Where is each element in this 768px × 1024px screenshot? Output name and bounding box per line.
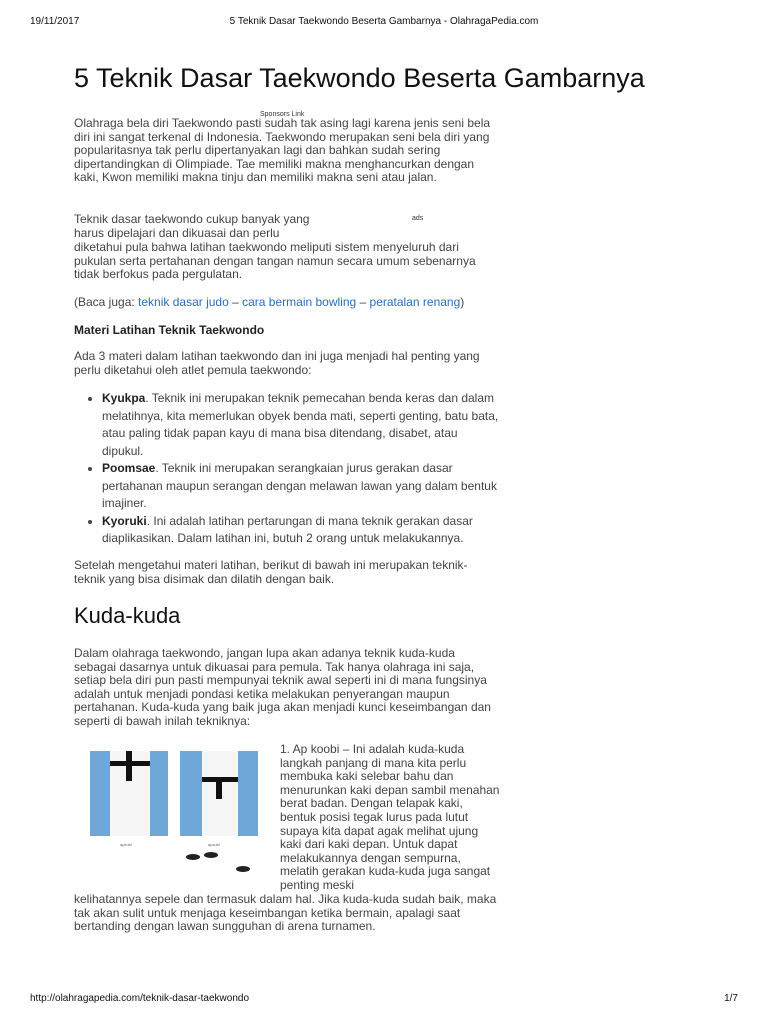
footprint-icon [204,852,218,858]
para2-line1: Teknik dasar taekwondo cukup banyak yang [74,212,310,226]
intro-paragraph: Olahraga bela diri Taekwondo pasti sudah tak asing lagi karena jenis seni bela diri ini sangat terkenal di Indonesia. Taekwondo merupakan seni bela diri yang popularitasnya tak perlu dipertanyakan lagi dan bahkan sudah sering dipertandingkan di Olimpiade. Tae memiliki makna menghancurkan dengan kaki, Kwon memiliki makna tinju dan memiliki makna seni atau jalan. [74,116,491,185]
materi-list [74,390,502,548]
ads-label: ads [412,215,424,222]
kuda-kuda-paragraph: Dalam olahraga taekwondo, jangan lupa akan adanya teknik kuda-kuda sebagai dasarnya untuk dikuasai para pemula. Tak hanya olahraga ini saja, setiap bela diri pun pasti mempunyai teknik awal seperti ini di mana fungsinya adalah untuk menjadi pondasi ketika melakukan penyerangan maupun pertahanan. Kuda-kuda yang baik juga akan menjadi kunci keseimbangan dan seperti di bawah inilah tekniknya: [74,646,491,728]
list-item: • Kyukpa. Teknik ini merupakan teknik pemecahan benda keras dan dalam melatihnya, kita memerlukan obyek benda mati, seperti genting, batu bata, atau paling tidak papan kayu di mana bisa ditendang, disabet, atau dipukul. [102,390,502,460]
print-date: 19/11/2017 [30,16,80,27]
subheading-materi: Materi Latihan Teknik Taekwondo [74,323,265,337]
list-item: • Kyoruki. Ini adalah latihan pertarungan di mana teknik gerakan dasar diaplikasikan. Dalam latihan ini, butuh 2 orang untuk melakukannya. [102,513,502,548]
sponsor-label: Sponsors Link [260,111,305,118]
print-url: http://olahragapedia.com/teknik-dasar-taekwondo [30,993,250,1004]
see-also: (Baca juga: teknik dasar judo – cara bermain bowling – peratalan renang) [74,295,465,309]
link-teknik-dasar-judo[interactable]: teknik dasar judo [138,295,229,309]
para2-line2: harus dipelajari dan dikuasai dan perlu [74,226,280,240]
page-number: 1/7 [724,993,738,1004]
para2-rest: diketahui pula bahwa latihan taekwondo meliputi sistem menyeluruh dari pukulan serta pertahanan dengan tangan namun secara umum sebenarnya tidak berfokus pada pergulatan. [74,240,476,282]
article-title: 5 Teknik Dasar Taekwondo Beserta Gambarnya [74,63,645,93]
link-cara-bermain-bowling[interactable]: cara bermain bowling [242,295,357,309]
caption-apkubi: apkubi [120,842,132,847]
after-materi-paragraph: Setelah mengetahui materi latihan, berikut di bawah ini merupakan teknik-teknik yang bisa disimak dan dilatih dengan baik. [74,558,468,586]
caption-apsubi: apsubi [208,842,220,847]
list-item: • Poomsae. Teknik ini merupakan serangkaian jurus gerakan dasar pertahanan maupun serangan dengan melawan lawan yang dalam bentuk imajiner. [102,460,502,513]
ap-koobi-full-text: kelihatannya sepele dan termasuk dalam hal. Jika kuda-kuda sudah baik, maka tak akan sulit untuk menjaga keseimbangan ketika bermain, apalagi saat bertanding dengan lawan sungguhan di arena turnamen. [74,892,497,934]
footprint-icon [236,866,250,872]
link-peratalan-renang[interactable]: peratalan renang [369,295,461,309]
apsubi-photo [180,751,258,836]
materi-intro: Ada 3 materi dalam latihan taekwondo dan ini juga menjadi hal penting yang perlu diketahui oleh atlet pemula taekwondo: [74,349,480,377]
footprint-icon [186,854,200,860]
ap-koobi-wrapped-text: 1. Ap koobi – Ini adalah kuda-kuda langkah panjang di mana kita perlu membuka kaki selebar bahu dan menurunkan kaki depan sambil menahan berat badan. Dengan telapak kaki, bentuk posisi tegak lurus pada lutut supaya kita dapat agak melihat ujung kaki dari kaki depan. Untuk dapat melakukannya dengan sempurna, melatih gerakan kuda-kuda juga sangat penting meski [280,742,500,892]
section-title-kuda-kuda: Kuda-kuda [74,603,181,628]
kuda-kuda-figure [74,746,274,876]
apkubi-photo [90,751,168,836]
print-page-title: 5 Teknik Dasar Taekwondo Beserta Gambarnya - OlahragaPedia.com [229,16,539,27]
